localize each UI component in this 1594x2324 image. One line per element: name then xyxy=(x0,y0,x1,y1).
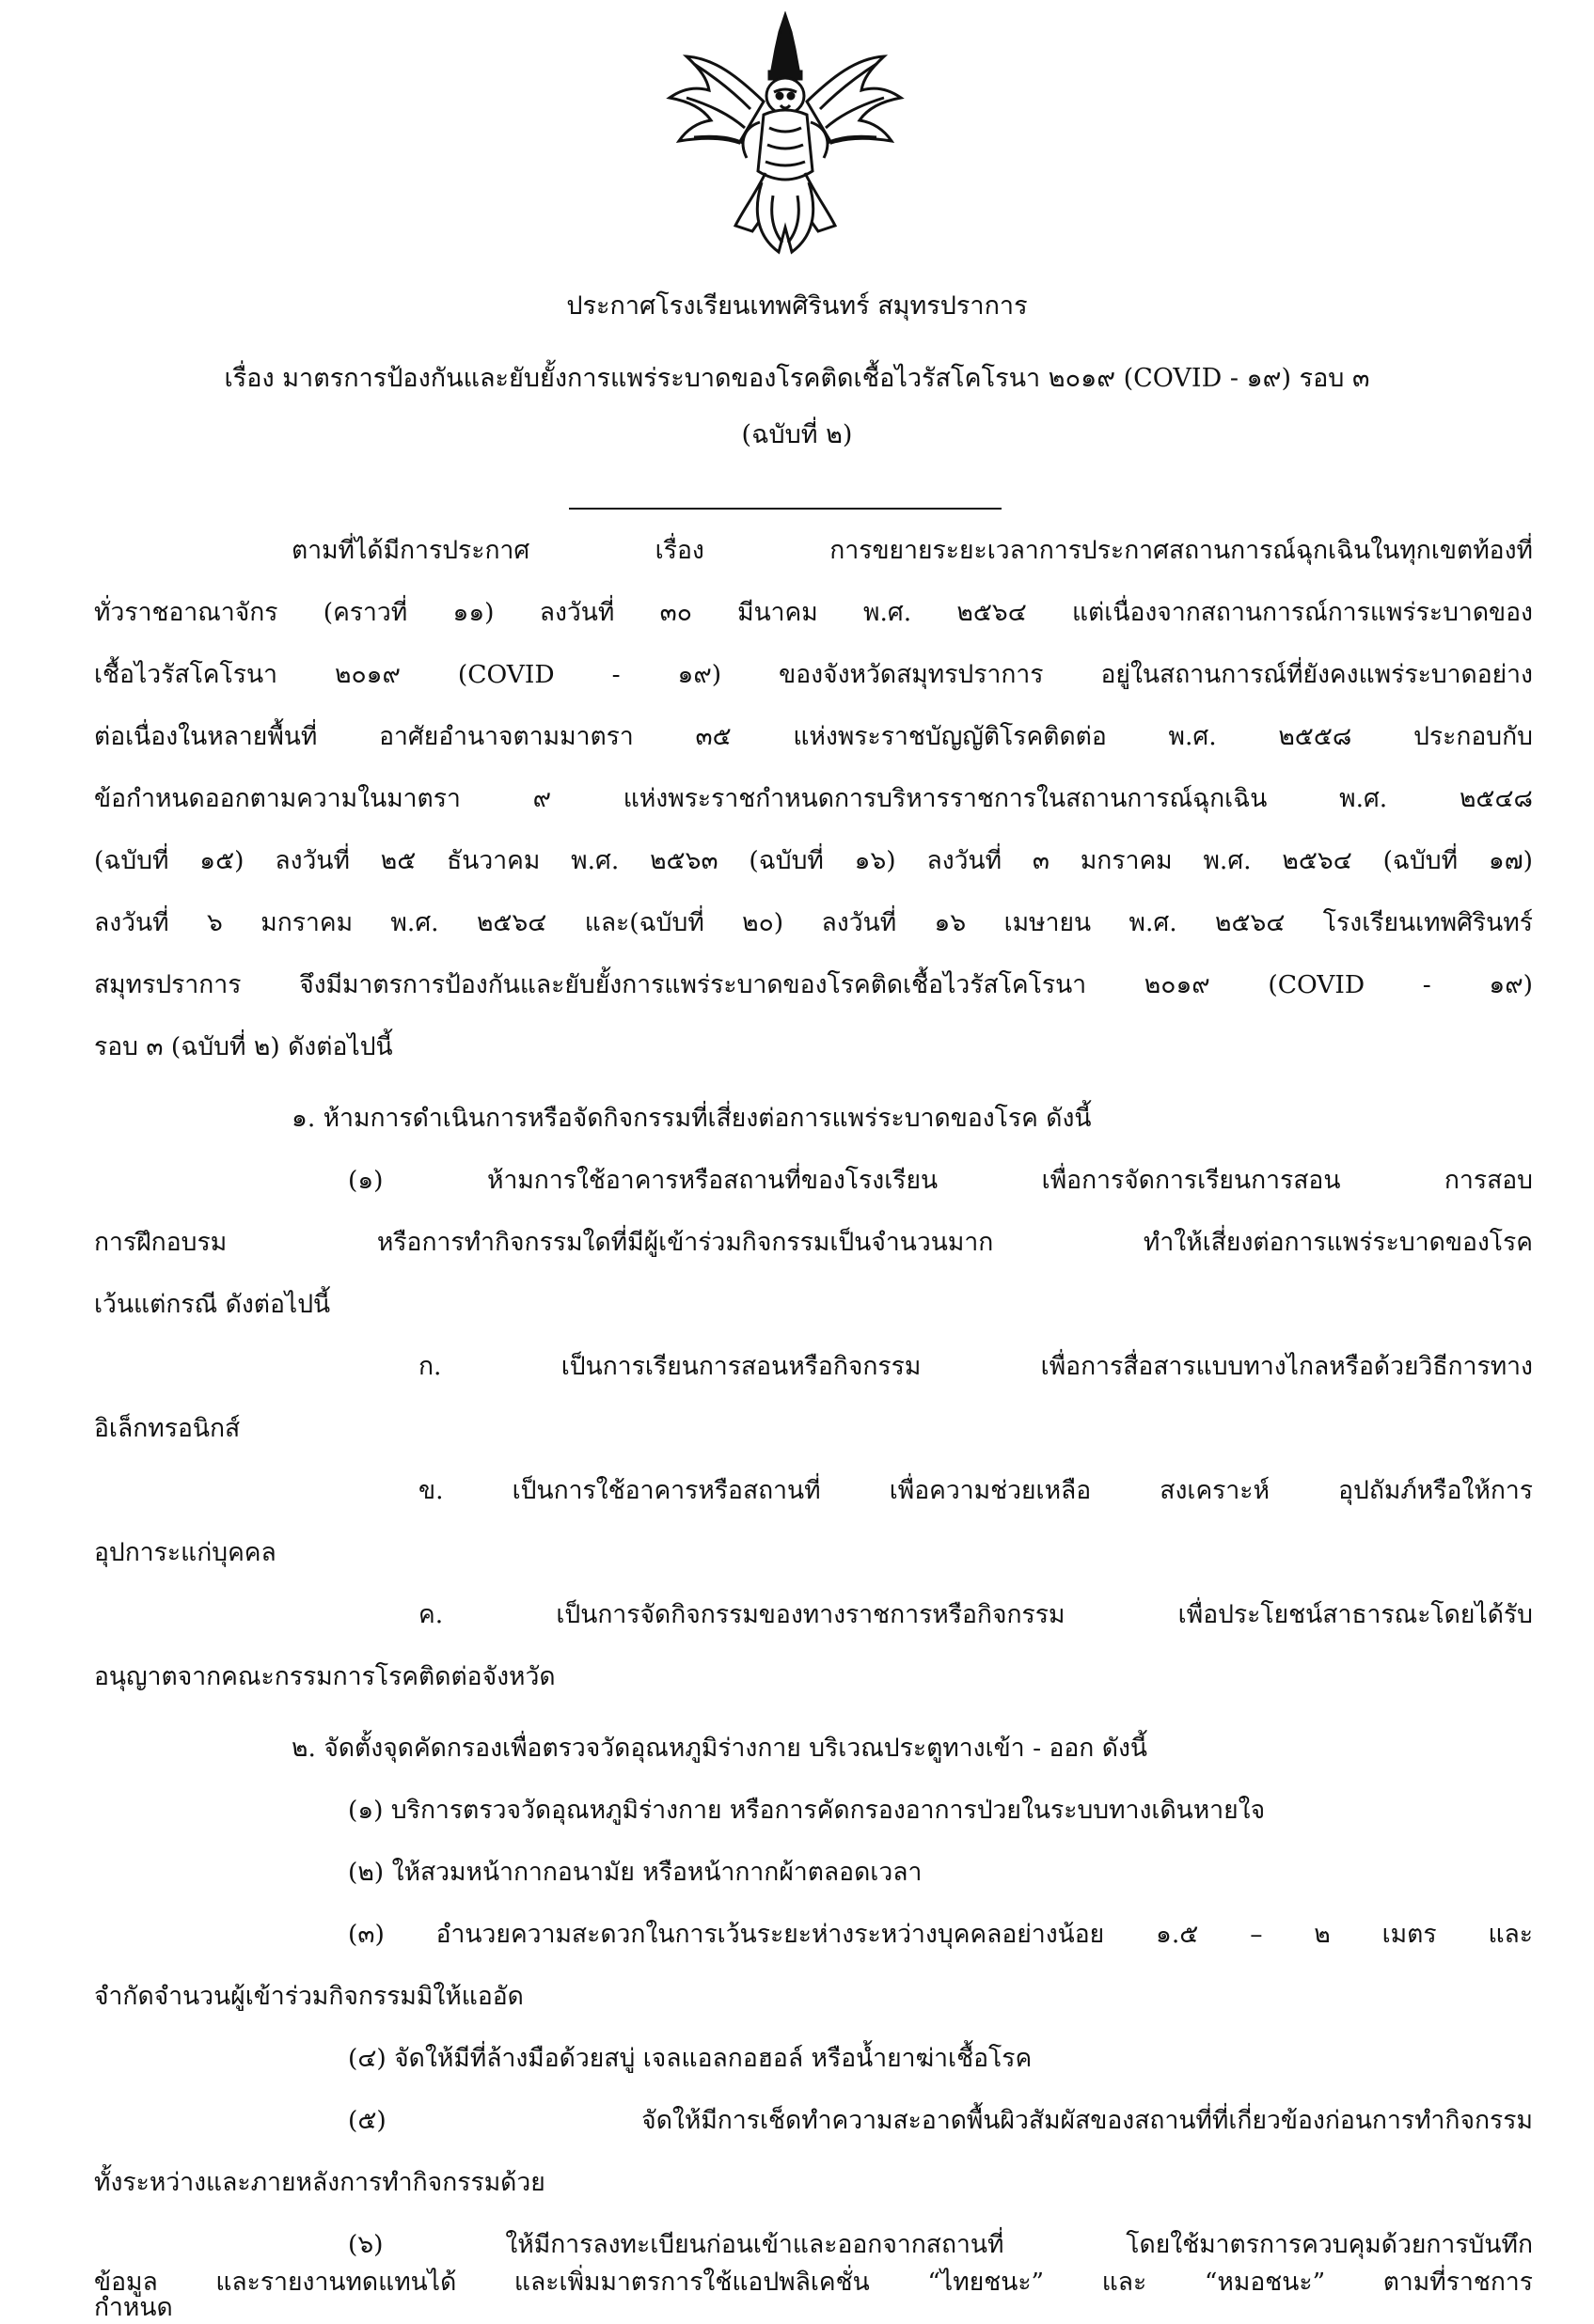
section-heading: ๑. ห้ามการดำเนินการหรือจัดกิจกรรมที่เสี่ยงต่อการแพร่ระบาดของโรค ดังนี้ xyxy=(292,1104,1092,1133)
list-item: (๒) ให้สวมหน้ากากอนามัย หรือหน้ากากผ้าตลอดเวลา xyxy=(348,1858,923,1887)
paragraph-line: (ฉบับที่ ๑๕) ลงวันที่ ๒๕ ธันวาคม พ.ศ. ๒๕๖๓ (ฉบับที่ ๑๖) ลงวันที่ ๓ มกราคม พ.ศ. ๒๕๖๔ (ฉบับที่ ๑๗) xyxy=(94,846,1533,875)
list-item: (๑) บริการตรวจวัดอุณหภูมิร่างกาย หรือการคัดกรองอาการป่วยในระบบทางเดินหายใจ xyxy=(348,1796,1266,1825)
paragraph-line: การฝึกอบรม หรือการทำกิจกรรมใดที่มีผู้เข้าร่วมกิจกรรมเป็นจำนวนมาก ทำให้เสี่ยงต่อการแพร่ระบาดของโรค xyxy=(94,1228,1533,1257)
paragraph-line: เว้นแต่กรณี ดังต่อไปนี้ xyxy=(94,1290,331,1319)
divider-line xyxy=(569,508,1002,510)
paragraph-line: ตามที่ได้มีการประกาศ เรื่อง การขยายระยะเวลาการประกาศสถานการณ์ฉุกเฉินในทุกเขตท้องที่ xyxy=(292,536,1533,565)
paragraph-line: ข้อกำหนดออกตามความในมาตรา ๙ แห่งพระราชกำหนดการบริหารราชการในสถานการณ์ฉุกเฉิน พ.ศ. ๒๕๔๘ xyxy=(94,784,1533,813)
section-heading: ๒. จัดตั้งจุดคัดกรองเพื่อตรวจวัดอุณหภูมิร่างกาย บริเวณประตูทางเข้า - ออก ดังนี้ xyxy=(292,1734,1148,1763)
paragraph-line: อุปการะแก่บุคคล xyxy=(94,1538,276,1567)
announcement-title: ประกาศโรงเรียนเทพศิรินทร์ สมุทรปราการ xyxy=(566,291,1028,321)
paragraph-line: จำกัดจำนวนผู้เข้าร่วมกิจกรรมมิให้แออัด xyxy=(94,1982,524,2011)
paragraph-line: อิเล็กทรอนิกส์ xyxy=(94,1414,241,1443)
list-item: (๓) อำนวยความสะดวกในการเว้นระยะห่างระหว่างบุคคลอย่างน้อย ๑.๕ – ๒ เมตร และ xyxy=(348,1920,1533,1949)
paragraph-line: ลงวันที่ ๖ มกราคม พ.ศ. ๒๕๖๔ และ(ฉบับที่ ๒๐) ลงวันที่ ๑๖ เมษายน พ.ศ. ๒๕๖๔ โรงเรียนเทพศิรินทร์ xyxy=(94,908,1533,937)
paragraph-line: ต่อเนื่องในหลายพื้นที่ อาศัยอำนาจตามมาตรา ๓๕ แห่งพระราชบัญญัติโรคติดต่อ พ.ศ. ๒๕๕๘ ประกอบกับ xyxy=(94,722,1533,751)
list-item: (๕) จัดให้มีการเช็ดทำความสะอาดพื้นผิวสัมผัสของสถานที่ที่เกี่ยวข้องก่อนการทำกิจกรรม xyxy=(348,2106,1533,2135)
list-item: ข. เป็นการใช้อาคารหรือสถานที่ เพื่อความช่วยเหลือ สงเคราะห์ อุปถัมภ์หรือให้การ xyxy=(418,1476,1533,1505)
announcement-subject: เรื่อง มาตรการป้องกันและยับยั้งการแพร่ระบาดของโรคติดเชื้อไวรัสโคโรนา ๒๐๑๙ (COVID - ๑๙) รอบ ๓ xyxy=(224,364,1370,393)
paragraph-line: อนุญาตจากคณะกรรมการโรคติดต่อจังหวัด xyxy=(94,1662,556,1691)
list-item: (๔) จัดให้มีที่ล้างมือด้วยสบู่ เจลแอลกอฮอล์ หรือน้ำยาฆ่าเชื้อโรค xyxy=(348,2044,1033,2073)
announcement-edition: (ฉบับที่ ๒) xyxy=(741,420,853,449)
garuda-emblem-icon xyxy=(649,11,922,258)
paragraph-line: สมุทรปราการ จึงมีมาตรการป้องกันและยับยั้งการแพร่ระบาดของโรคติดเชื้อไวรัสโคโรนา ๒๐๑๙ (COVID - ๑๙) xyxy=(94,970,1533,999)
list-item: (๑) ห้ามการใช้อาคารหรือสถานที่ของโรงเรียน เพื่อการจัดการเรียนการสอน การสอบ xyxy=(348,1166,1533,1195)
list-item: (๖) ให้มีการลงทะเบียนก่อนเข้าและออกจากสถานที่ โดยใช้มาตรการควบคุมด้วยการบันทึก xyxy=(348,2230,1533,2259)
paragraph-line: ทั้งระหว่างและภายหลังการทำกิจกรรมด้วย xyxy=(94,2168,545,2197)
paragraph-line: ข้อมูล และรายงานทดแทนได้ และเพิ่มมาตรการใช้แอปพลิเคชั่น “ไทยชนะ” และ “หมอชนะ” ตามที่ราชการ xyxy=(94,2268,1533,2297)
paragraph-line: ทั่วราชอาณาจักร (คราวที่ ๑๑) ลงวันที่ ๓๐ มีนาคม พ.ศ. ๒๕๖๔ แต่เนื่องจากสถานการณ์การแพร่ระบาดของ xyxy=(94,598,1533,627)
paragraph-line: เชื้อไวรัสโคโรนา ๒๐๑๙ (COVID - ๑๙) ของจังหวัดสมุทรปราการ อยู่ในสถานการณ์ที่ยังคงแพร่ระบาดอย่าง xyxy=(94,660,1533,689)
paragraph-line: กำหนด xyxy=(94,2293,173,2322)
list-item: ก. เป็นการเรียนการสอนหรือกิจกรรม เพื่อการสื่อสารแบบทางไกลหรือด้วยวิธีการทาง xyxy=(418,1352,1533,1381)
list-item: ค. เป็นการจัดกิจกรรมของทางราชการหรือกิจกรรม เพื่อประโยชน์สาธารณะโดยได้รับ xyxy=(418,1600,1533,1629)
paragraph-line: รอบ ๓ (ฉบับที่ ๒) ดังต่อไปนี้ xyxy=(94,1032,393,1061)
